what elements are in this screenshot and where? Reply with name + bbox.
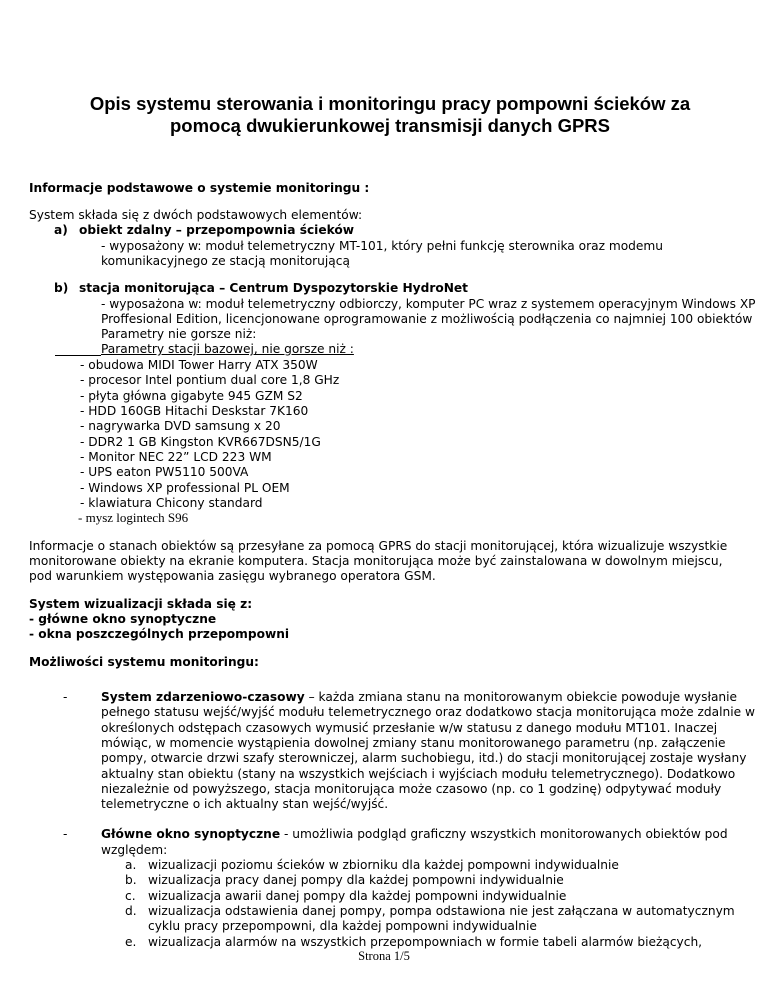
spec-item: - HDD 160GB Hitachi Deskstar 7K160 [80, 404, 309, 418]
item-a-label: a) [54, 223, 68, 237]
paragraph-line: pod warunkiem występowania zasięgu wybranego operatora GSM. [29, 569, 436, 583]
paragraph-line [101, 689, 737, 705]
paragraph-line: monitorowane obiekty na ekranie komputera. Stacja monitorująca może być zainstalowana w dowolnym miejscu, [29, 554, 723, 568]
bullet-dash: - [63, 827, 68, 841]
list-item: wizualizacja alarmów na wszystkich przepompowniach w formie tabeli alarmów bieżących, [148, 935, 703, 949]
list-label: d. [125, 904, 137, 918]
item-b-label: b) [54, 281, 69, 295]
info-heading: Informacje podstawowe o systemie monitoringu : [29, 181, 370, 195]
paragraph-line: niezależnie od powyższego, stacja monitorująca może czasowo (np. co 1 godzinę) odpytywać moduły [101, 782, 722, 796]
list-item: wizualizacji poziomu ścieków w zbiorniku dla każdej pompowni indywidualnie [148, 858, 619, 872]
item-a-desc-1: - wyposażony w: moduł telemetryczny MT-101, który pełni funkcję sterownika oraz modemu [101, 239, 664, 253]
bullet-dash: - [63, 690, 68, 704]
paragraph-line: telemetryczne o ich aktualny stan wejść/wyjść. [101, 797, 389, 811]
list-label: b. [125, 873, 137, 887]
paragraph-line: pompy, otwarcie drzwi szafy sterowniczej, alarm suchobiegu, itd.) do stacji monitorującej zostaje wysłany [101, 751, 747, 765]
spec-item: - UPS eaton PW5110 500VA [80, 465, 249, 479]
intro-text: System składa się z dwóch podstawowych elementów: [29, 208, 363, 222]
list-label: a. [125, 858, 137, 872]
paragraph-line: określonych odstępach czasowych wymusić przesłanie w/w statusu z danego modułu MT101. Inaczej [101, 721, 718, 735]
spec-item: - procesor Intel pontium dual core 1,8 GHz [80, 373, 340, 387]
title-line-2: pomocą dwukierunkowej transmisji danych GPRS [170, 115, 610, 136]
item-b-desc-1: - wyposażona w: moduł telemetryczny odbiorczy, komputer PC wraz z systemem operacyjnym Windows XP [101, 297, 756, 311]
item-a-desc-2: komunikacyjnego ze stacją monitorującą [101, 254, 350, 268]
synoptic-rest: - umożliwia podgląd graficzny wszystkich monitorowanych obiektów pod [280, 827, 728, 841]
capabilities-heading: Możliwości systemu monitoringu: [29, 655, 259, 669]
item-a-title: obiekt zdalny – przepompownia ścieków [79, 223, 355, 237]
list-item-continued: cyklu pracy przepompowni, dla każdej pompowni indywidualnie [148, 919, 537, 933]
vis-item-1: - główne okno synoptyczne [29, 612, 217, 626]
event-line-first: – każda zmiana stanu na monitorowanym obiekcie powoduje wysłanie [304, 690, 738, 704]
spec-item: - Monitor NEC 22” LCD 223 WM [80, 450, 272, 464]
spec-item: - klawiatura Chicony standard [80, 496, 263, 510]
spec-item: - płyta główna gigabyte 945 GZM S2 [80, 389, 303, 403]
spec-item: - DDR2 1 GB Kingston KVR667DSN5/1G [80, 435, 321, 449]
item-b-desc-3: Parametry nie gorsze niż: [101, 327, 257, 341]
page-footer: Strona 1/5 [358, 949, 410, 963]
synoptic-title: Główne okno synoptyczne [101, 827, 281, 841]
list-item: wizualizacja awarii danej pompy dla każdej pompowni indywidualnie [148, 889, 567, 903]
paragraph-line: mówiąc, w momencie wystąpienia dowolnej zmiany stanu monitorowanego parametru (np. załączenie [101, 736, 726, 750]
spec-item-last: - mysz logintech S96 [78, 510, 189, 525]
vis-heading: System wizualizacji składa się z: [29, 597, 253, 611]
synoptic-line-2: względem: [101, 843, 168, 857]
vis-item-2: - okna poszczególnych przepompowni [29, 627, 290, 641]
list-label: e. [125, 935, 137, 949]
event-system-title: System zdarzeniowo-czasowy [101, 690, 305, 704]
list-label: c. [125, 889, 136, 903]
paragraph-line: Informacje o stanach obiektów są przesyłane za pomocą GPRS do stacji monitorującej, która wizualizuje wszystkie [29, 539, 728, 553]
document-title [60, 93, 720, 137]
list-item: wizualizacja pracy danej pompy dla każdej pompowni indywidualnie [148, 873, 564, 887]
item-b-title: stacja monitorująca – Centrum Dyspozytorskie HydroNet [79, 281, 469, 295]
paragraph-line: aktualny stan obiektu (stany na wszystkich wejściach i wyjściach modułu telemetrycznego). Dodatkowo [101, 767, 736, 781]
spec-item: - nagrywarka DVD samsung x 20 [80, 419, 281, 433]
spec-item: - Windows XP professional PL OEM [80, 481, 290, 495]
underline-lead [55, 355, 101, 356]
synoptic-line-1 [101, 826, 728, 842]
paragraph-line: pełnego statusu wejść/wyjść modułu telemetrycznego oraz dodatkowo stacja monitorująca może zdalnie w [101, 705, 755, 719]
title-line-1: Opis systemu sterowania i monitoringu pracy pompowni ścieków za [89, 93, 691, 114]
item-b-desc-4: Parametry stacji bazowej, nie gorsze niż : [101, 342, 354, 356]
item-b-desc-2: Proffesional Edition, licencjonowane oprogramowanie z możliwością podłączenia co najmniej 100 obiektów [101, 312, 753, 326]
spec-item: - obudowa MIDI Tower Harry ATX 350W [80, 358, 318, 372]
list-item: wizualizacja odstawienia danej pompy, pompa odstawiona nie jest załączana w automatycznym [148, 904, 735, 918]
